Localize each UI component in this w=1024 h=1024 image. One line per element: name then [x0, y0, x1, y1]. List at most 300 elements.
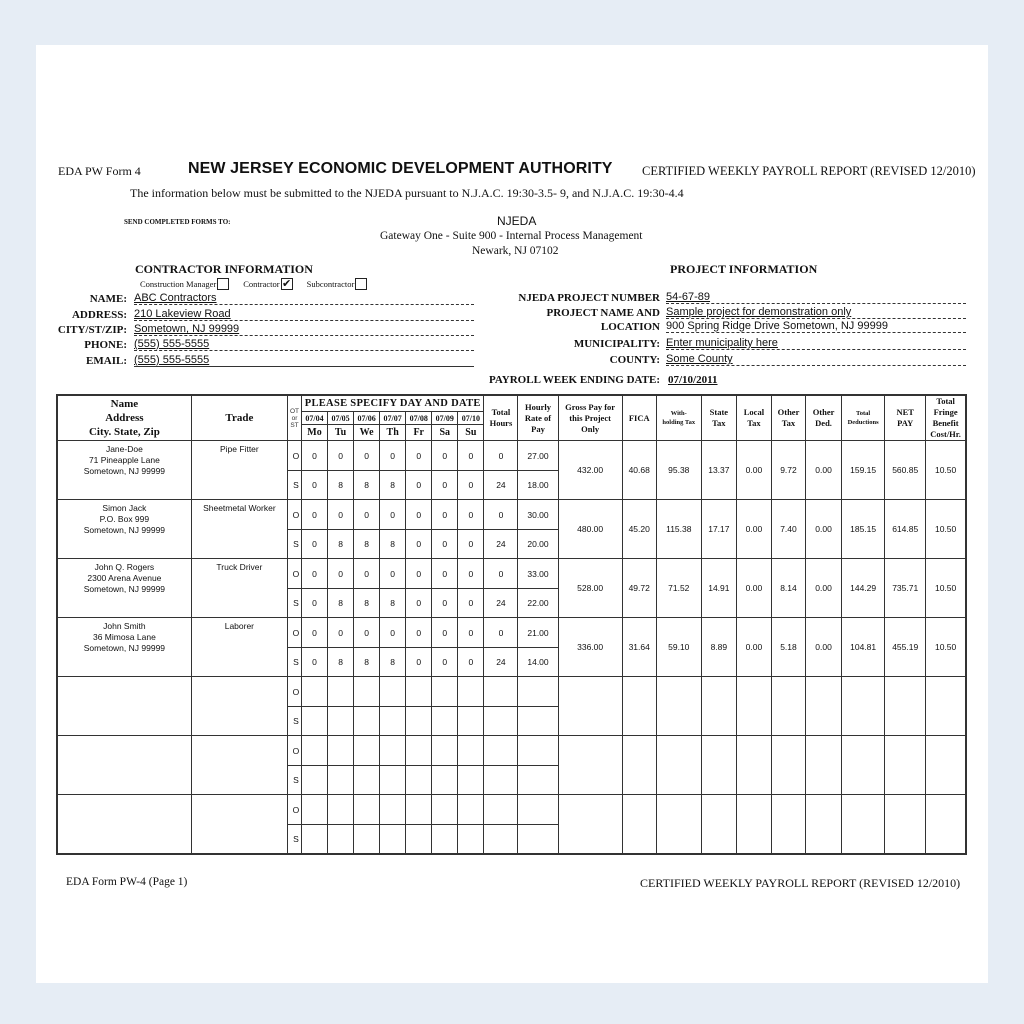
st-hours-cell[interactable]: [380, 825, 406, 855]
role-subcontractor[interactable]: [307, 278, 368, 290]
header-state-tax: State Tax: [701, 395, 736, 441]
st-hours-cell[interactable]: 0: [406, 471, 432, 500]
ot-code: O: [287, 500, 301, 530]
ot-hours-cell[interactable]: 0: [432, 500, 458, 530]
local-tax-cell[interactable]: 0.00: [736, 441, 771, 500]
st-hourly-rate[interactable]: 22.00: [518, 589, 558, 618]
ot-total-hours[interactable]: 0: [484, 441, 518, 471]
st-hours-cell[interactable]: 8: [328, 648, 354, 677]
ot-hours-cell[interactable]: 0: [406, 500, 432, 530]
ot-hours-cell[interactable]: 0: [328, 441, 354, 471]
st-hours-cell[interactable]: [328, 825, 354, 855]
st-hours-cell[interactable]: [432, 825, 458, 855]
local-tax-cell[interactable]: 0.00: [736, 618, 771, 677]
ot-total-hours[interactable]: 0: [484, 500, 518, 530]
header-trade: Trade: [191, 395, 287, 441]
st-hours-cell[interactable]: [432, 707, 458, 736]
gross-pay-cell[interactable]: 432.00: [558, 441, 622, 500]
payroll-form-page: [36, 45, 988, 983]
ot-hours-cell[interactable]: [302, 795, 328, 825]
employee-cell[interactable]: [57, 736, 191, 795]
other-tax-cell[interactable]: [771, 795, 805, 855]
st-hours-cell[interactable]: 0: [432, 530, 458, 559]
header-day: We: [354, 425, 380, 441]
total-deductions-cell[interactable]: [842, 677, 885, 736]
ot-hours-cell[interactable]: 0: [354, 618, 380, 648]
st-hours-cell[interactable]: 8: [380, 589, 406, 618]
st-hours-cell[interactable]: 8: [328, 471, 354, 500]
header-fica: FICA: [622, 395, 656, 441]
header-withholding: With- holding Tax: [656, 395, 701, 441]
state-tax-cell[interactable]: [701, 677, 736, 736]
ot-hours-cell[interactable]: [458, 795, 484, 825]
header-please-specify: PLEASE SPECIFY DAY AND DATE: [302, 395, 484, 411]
ot-hours-cell[interactable]: 0: [380, 559, 406, 589]
table-row-overtime: [57, 795, 966, 825]
ot-hours-cell[interactable]: [406, 736, 432, 766]
st-hours-cell[interactable]: [432, 766, 458, 795]
city-state-zip-label: CITY/ST/ZIP:: [57, 324, 127, 336]
st-code: S: [287, 530, 301, 559]
st-hours-cell[interactable]: [380, 766, 406, 795]
st-hours-cell[interactable]: [406, 707, 432, 736]
st-hours-cell[interactable]: [302, 766, 328, 795]
ot-hours-cell[interactable]: 0: [328, 618, 354, 648]
st-hours-cell[interactable]: [406, 766, 432, 795]
st-hours-cell[interactable]: [458, 825, 484, 855]
st-hours-cell[interactable]: 0: [432, 589, 458, 618]
ot-hours-cell[interactable]: [328, 736, 354, 766]
st-hours-cell[interactable]: 0: [432, 471, 458, 500]
st-hours-cell[interactable]: 0: [406, 589, 432, 618]
gross-pay-cell[interactable]: [558, 795, 622, 855]
st-total-hours[interactable]: 24: [484, 589, 518, 618]
payroll-table: [56, 394, 967, 855]
phone-label: PHONE:: [84, 339, 127, 351]
other-deductions-cell[interactable]: 0.00: [806, 441, 842, 500]
st-hours-cell[interactable]: [458, 766, 484, 795]
total-deductions-cell[interactable]: 159.15: [842, 441, 885, 500]
ot-hours-cell[interactable]: 0: [458, 500, 484, 530]
fica-cell[interactable]: [622, 736, 656, 795]
withholding-tax-cell[interactable]: [656, 795, 701, 855]
fica-cell[interactable]: 31.64: [622, 618, 656, 677]
table-row-overtime: [57, 618, 966, 648]
total-deductions-cell[interactable]: 104.81: [842, 618, 885, 677]
role-label: Construction Manager: [140, 279, 217, 289]
ot-hours-cell[interactable]: [380, 677, 406, 707]
state-tax-cell[interactable]: 14.91: [701, 559, 736, 618]
st-hours-cell[interactable]: 0: [302, 530, 328, 559]
st-hours-cell[interactable]: 8: [380, 530, 406, 559]
st-code: S: [287, 766, 301, 795]
ot-total-hours[interactable]: [484, 795, 518, 825]
total-deductions-cell[interactable]: [842, 795, 885, 855]
table-row-overtime: [57, 736, 966, 766]
ot-hours-cell[interactable]: 0: [302, 559, 328, 589]
header-date: 07/08: [406, 411, 432, 425]
fringe-benefit-cell[interactable]: 10.50: [926, 618, 966, 677]
net-pay-cell[interactable]: [885, 736, 926, 795]
ot-hours-cell[interactable]: 0: [458, 559, 484, 589]
local-tax-cell[interactable]: 0.00: [736, 500, 771, 559]
withholding-tax-cell[interactable]: 71.52: [656, 559, 701, 618]
employee-cell[interactable]: [57, 500, 191, 559]
net-pay-cell[interactable]: 560.85: [885, 441, 926, 500]
table-row-overtime: [57, 677, 966, 707]
ot-hours-cell[interactable]: 0: [406, 441, 432, 471]
header-name-address: Name Address City. State, Zip: [57, 395, 191, 441]
ot-hours-cell[interactable]: 0: [328, 500, 354, 530]
gross-pay-cell[interactable]: 480.00: [558, 500, 622, 559]
project-section-title: PROJECT INFORMATION: [670, 262, 818, 276]
checkbox-checked[interactable]: ✔: [282, 277, 292, 290]
fica-cell[interactable]: [622, 677, 656, 736]
header-day: Fr: [406, 425, 432, 441]
employee-address: P.O. Box 999: [99, 514, 150, 524]
fringe-benefit-cell[interactable]: 10.50: [926, 500, 966, 559]
trade-cell[interactable]: Laborer: [191, 618, 287, 677]
table-row-overtime: [57, 559, 966, 589]
ot-hourly-rate[interactable]: 27.00: [518, 441, 558, 471]
project-number-field[interactable]: 54-67-89: [666, 291, 966, 304]
contractor-city-field[interactable]: Sometown, NJ 99999: [134, 323, 474, 336]
ot-hours-cell[interactable]: 0: [406, 618, 432, 648]
other-tax-cell[interactable]: 7.40: [771, 500, 805, 559]
st-hours-cell[interactable]: 8: [354, 648, 380, 677]
ot-hourly-rate[interactable]: [518, 677, 558, 707]
ot-hours-cell[interactable]: 0: [354, 559, 380, 589]
ot-total-hours[interactable]: 0: [484, 559, 518, 589]
st-hours-cell[interactable]: 8: [380, 648, 406, 677]
st-hours-cell[interactable]: 0: [302, 471, 328, 500]
st-total-hours[interactable]: [484, 825, 518, 855]
st-total-hours[interactable]: 24: [484, 648, 518, 677]
gross-pay-cell[interactable]: [558, 677, 622, 736]
checkbox[interactable]: [217, 278, 229, 290]
fringe-benefit-cell[interactable]: [926, 677, 966, 736]
state-tax-cell[interactable]: 13.37: [701, 441, 736, 500]
other-tax-cell[interactable]: [771, 677, 805, 736]
header-fringe-benefit: Total Fringe Benefit Cost/Hr.: [926, 395, 966, 441]
ot-hours-cell[interactable]: [406, 795, 432, 825]
employee-city: Sometown, NJ 99999: [83, 466, 166, 476]
ot-hours-cell[interactable]: 0: [380, 441, 406, 471]
withholding-tax-cell[interactable]: [656, 677, 701, 736]
st-hours-cell[interactable]: 0: [458, 530, 484, 559]
ot-hours-cell[interactable]: 0: [354, 500, 380, 530]
st-hours-cell[interactable]: 0: [458, 648, 484, 677]
ot-hours-cell[interactable]: 0: [432, 441, 458, 471]
header-total-deductions: Total Deductions: [842, 395, 885, 441]
footer-form-page: EDA Form PW-4 (Page 1): [66, 876, 188, 888]
header-day: Tu: [328, 425, 354, 441]
address-label: ADDRESS:: [71, 309, 127, 321]
gross-pay-cell[interactable]: [558, 736, 622, 795]
st-hourly-rate[interactable]: [518, 707, 558, 736]
st-code: S: [287, 825, 301, 855]
ot-total-hours[interactable]: [484, 677, 518, 707]
ot-code: O: [287, 618, 301, 648]
st-hours-cell[interactable]: [354, 766, 380, 795]
header-day: Mo: [302, 425, 328, 441]
withholding-tax-cell[interactable]: 115.38: [656, 500, 701, 559]
trade-cell[interactable]: Truck Driver: [191, 559, 287, 618]
ot-code: O: [287, 559, 301, 589]
employee-name: Jane-Doe: [105, 444, 143, 454]
st-hours-cell[interactable]: [406, 825, 432, 855]
st-hours-cell[interactable]: 8: [354, 530, 380, 559]
st-hours-cell[interactable]: 8: [328, 530, 354, 559]
report-title: CERTIFIED WEEKLY PAYROLL REPORT (REVISED 12/2010): [642, 164, 976, 178]
other-tax-cell[interactable]: 8.14: [771, 559, 805, 618]
ot-hours-cell[interactable]: 0: [432, 559, 458, 589]
ot-hours-cell[interactable]: [380, 795, 406, 825]
employee-name: Simon Jack: [102, 503, 147, 513]
st-hours-cell[interactable]: [328, 707, 354, 736]
project-location-label: LOCATION: [600, 321, 660, 333]
withholding-tax-cell[interactable]: 59.10: [656, 618, 701, 677]
fica-cell[interactable]: 45.20: [622, 500, 656, 559]
st-hours-cell[interactable]: 0: [406, 648, 432, 677]
ot-hours-cell[interactable]: 0: [328, 559, 354, 589]
county-field[interactable]: Some County: [666, 353, 966, 366]
ot-hours-cell[interactable]: [354, 795, 380, 825]
net-pay-cell[interactable]: 735.71: [885, 559, 926, 618]
ot-hours-cell[interactable]: [406, 677, 432, 707]
header-date: 07/06: [354, 411, 380, 425]
st-hours-cell[interactable]: [302, 825, 328, 855]
fringe-benefit-cell[interactable]: [926, 736, 966, 795]
header-date: 07/04: [302, 411, 328, 425]
state-tax-cell[interactable]: 17.17: [701, 500, 736, 559]
fringe-benefit-cell[interactable]: 10.50: [926, 559, 966, 618]
ot-hours-cell[interactable]: [302, 677, 328, 707]
ot-total-hours[interactable]: [484, 736, 518, 766]
st-hours-cell[interactable]: 0: [406, 530, 432, 559]
header-total-hours: Total Hours: [484, 395, 518, 441]
state-tax-cell[interactable]: [701, 795, 736, 855]
send-to-line1: Gateway One - Suite 900 - Internal Process Management: [380, 230, 643, 242]
local-tax-cell[interactable]: [736, 677, 771, 736]
ot-hours-cell[interactable]: [302, 736, 328, 766]
st-hours-cell[interactable]: 0: [302, 648, 328, 677]
ot-hourly-rate[interactable]: [518, 736, 558, 766]
contractor-address-field[interactable]: 210 Lakeview Road: [134, 308, 474, 321]
submission-notice: The information below must be submitted to the NJEDA pursuant to N.J.A.C. 19:30-3.5- 9, and N.J.A.C. 19:30-4.4: [130, 186, 684, 200]
st-hours-cell[interactable]: 8: [354, 471, 380, 500]
municipality-field[interactable]: Enter municipality here: [666, 337, 966, 350]
other-deductions-cell[interactable]: 0.00: [806, 618, 842, 677]
other-tax-cell[interactable]: 9.72: [771, 441, 805, 500]
ot-hours-cell[interactable]: 0: [432, 618, 458, 648]
header-other-tax: Other Tax: [771, 395, 805, 441]
st-hours-cell[interactable]: [328, 766, 354, 795]
ot-hours-cell[interactable]: 0: [458, 618, 484, 648]
project-name-label: PROJECT NAME AND: [546, 307, 660, 319]
ot-hours-cell[interactable]: [380, 736, 406, 766]
gross-pay-cell[interactable]: 528.00: [558, 559, 622, 618]
st-hourly-rate[interactable]: [518, 766, 558, 795]
local-tax-cell[interactable]: [736, 736, 771, 795]
st-hours-cell[interactable]: 0: [302, 589, 328, 618]
ot-hours-cell[interactable]: [458, 677, 484, 707]
ot-hourly-rate[interactable]: [518, 795, 558, 825]
st-code: S: [287, 707, 301, 736]
ot-hours-cell[interactable]: [432, 795, 458, 825]
ot-hours-cell[interactable]: [432, 677, 458, 707]
st-hourly-rate[interactable]: 14.00: [518, 648, 558, 677]
ot-hours-cell[interactable]: 0: [302, 441, 328, 471]
local-tax-cell[interactable]: [736, 795, 771, 855]
header-other-ded: Other Ded.: [806, 395, 842, 441]
employee-cell[interactable]: [57, 559, 191, 618]
fica-cell[interactable]: 40.68: [622, 441, 656, 500]
contractor-phone-field[interactable]: (555) 555-5555: [134, 338, 474, 351]
project-number-label: NJEDA PROJECT NUMBER: [518, 292, 660, 304]
ot-hours-cell[interactable]: 0: [406, 559, 432, 589]
ot-code: O: [287, 795, 301, 825]
ot-hours-cell[interactable]: [354, 677, 380, 707]
st-hours-cell[interactable]: 8: [380, 471, 406, 500]
st-hours-cell[interactable]: 0: [458, 471, 484, 500]
withholding-tax-cell[interactable]: [656, 736, 701, 795]
net-pay-cell[interactable]: 614.85: [885, 500, 926, 559]
state-tax-cell[interactable]: 8.89: [701, 618, 736, 677]
trade-cell[interactable]: [191, 795, 287, 855]
employee-name: John Q. Rogers: [94, 562, 155, 572]
table-row-overtime: [57, 441, 966, 471]
st-total-hours[interactable]: 24: [484, 471, 518, 500]
ot-hourly-rate[interactable]: 33.00: [518, 559, 558, 589]
ot-hours-cell[interactable]: 0: [380, 618, 406, 648]
st-hours-cell[interactable]: [380, 707, 406, 736]
st-hours-cell[interactable]: [458, 707, 484, 736]
contractor-email-field[interactable]: (555) 555-5555: [134, 354, 474, 367]
ot-hours-cell[interactable]: [432, 736, 458, 766]
ot-hours-cell[interactable]: [328, 795, 354, 825]
employee-city: Sometown, NJ 99999: [83, 584, 166, 594]
gross-pay-cell[interactable]: 336.00: [558, 618, 622, 677]
ot-code: O: [287, 736, 301, 766]
fica-cell[interactable]: 49.72: [622, 559, 656, 618]
other-deductions-cell[interactable]: [806, 677, 842, 736]
other-tax-cell[interactable]: [771, 736, 805, 795]
contractor-name-field[interactable]: ABC Contractors: [134, 292, 474, 305]
ot-hours-cell[interactable]: [458, 736, 484, 766]
employee-cell[interactable]: [57, 677, 191, 736]
project-location-field[interactable]: 900 Spring Ridge Drive Sometown, NJ 99999: [666, 320, 966, 333]
other-tax-cell[interactable]: 5.18: [771, 618, 805, 677]
ot-hours-cell[interactable]: 0: [302, 500, 328, 530]
send-to-name: NJEDA: [497, 214, 537, 228]
net-pay-cell[interactable]: 455.19: [885, 618, 926, 677]
header-net-pay: NET PAY: [885, 395, 926, 441]
st-hours-cell[interactable]: [354, 707, 380, 736]
ot-hours-cell[interactable]: 0: [380, 500, 406, 530]
role-label: Contractor: [243, 279, 280, 289]
other-deductions-cell[interactable]: [806, 795, 842, 855]
header-gross-pay: Gross Pay for this Project Only: [558, 395, 622, 441]
ot-hourly-rate[interactable]: 30.00: [518, 500, 558, 530]
role-contractor[interactable]: [243, 278, 292, 290]
employee-address: 71 Pineapple Lane: [88, 455, 160, 465]
table-row-overtime: [57, 500, 966, 530]
week-ending-date[interactable]: 07/10/2011: [668, 374, 718, 386]
fringe-benefit-cell[interactable]: 10.50: [926, 441, 966, 500]
ot-total-hours[interactable]: 0: [484, 618, 518, 648]
trade-cell[interactable]: [191, 736, 287, 795]
st-code: S: [287, 648, 301, 677]
project-name-field[interactable]: Sample project for demonstration only: [666, 306, 966, 319]
st-total-hours[interactable]: [484, 766, 518, 795]
footer-report-title: CERTIFIED WEEKLY PAYROLL REPORT (REVISED 12/2010): [640, 876, 961, 890]
header-date: 07/07: [380, 411, 406, 425]
agency-title: NEW JERSEY ECONOMIC DEVELOPMENT AUTHORITY: [188, 160, 613, 177]
checkbox[interactable]: [355, 278, 367, 290]
header-hourly-rate: Hourly Rate of Pay: [518, 395, 558, 441]
trade-cell[interactable]: Pipe Fitter: [191, 441, 287, 500]
name-label: NAME:: [89, 293, 127, 305]
employee-cell[interactable]: [57, 441, 191, 500]
ot-hours-cell[interactable]: [354, 736, 380, 766]
ot-hours-cell[interactable]: 0: [458, 441, 484, 471]
fringe-benefit-cell[interactable]: [926, 795, 966, 855]
total-deductions-cell[interactable]: 144.29: [842, 559, 885, 618]
header-date: 07/05: [328, 411, 354, 425]
st-hours-cell[interactable]: 0: [432, 648, 458, 677]
form-number: EDA PW Form 4: [58, 164, 141, 178]
net-pay-cell[interactable]: [885, 795, 926, 855]
other-deductions-cell[interactable]: 0.00: [806, 559, 842, 618]
total-deductions-cell[interactable]: [842, 736, 885, 795]
trade-cell[interactable]: Sheetmetal Worker: [191, 500, 287, 559]
local-tax-cell[interactable]: 0.00: [736, 559, 771, 618]
st-hours-cell[interactable]: 8: [354, 589, 380, 618]
st-hourly-rate[interactable]: 18.00: [518, 471, 558, 500]
week-ending-label: PAYROLL WEEK ENDING DATE:: [488, 374, 660, 386]
net-pay-cell[interactable]: [885, 677, 926, 736]
st-hours-cell[interactable]: [302, 707, 328, 736]
ot-hours-cell[interactable]: 0: [354, 441, 380, 471]
municipality-label: MUNICIPALITY:: [573, 338, 660, 350]
state-tax-cell[interactable]: [701, 736, 736, 795]
st-hours-cell[interactable]: [354, 825, 380, 855]
st-hours-cell[interactable]: 0: [458, 589, 484, 618]
role-construction-manager[interactable]: [140, 278, 229, 290]
st-total-hours[interactable]: [484, 707, 518, 736]
ot-code: O: [287, 441, 301, 471]
other-deductions-cell[interactable]: [806, 736, 842, 795]
other-deductions-cell[interactable]: 0.00: [806, 500, 842, 559]
withholding-tax-cell[interactable]: 95.38: [656, 441, 701, 500]
employee-cell[interactable]: [57, 618, 191, 677]
employee-cell[interactable]: [57, 795, 191, 855]
st-hours-cell[interactable]: 8: [328, 589, 354, 618]
st-hourly-rate[interactable]: [518, 825, 558, 855]
employee-city: Sometown, NJ 99999: [83, 525, 166, 535]
ot-hours-cell[interactable]: 0: [302, 618, 328, 648]
header-date: 07/09: [432, 411, 458, 425]
trade-cell[interactable]: [191, 677, 287, 736]
header-day: Sa: [432, 425, 458, 441]
st-total-hours[interactable]: 24: [484, 530, 518, 559]
total-deductions-cell[interactable]: 185.15: [842, 500, 885, 559]
ot-hours-cell[interactable]: [328, 677, 354, 707]
fica-cell[interactable]: [622, 795, 656, 855]
ot-hourly-rate[interactable]: 21.00: [518, 618, 558, 648]
st-hourly-rate[interactable]: 20.00: [518, 530, 558, 559]
